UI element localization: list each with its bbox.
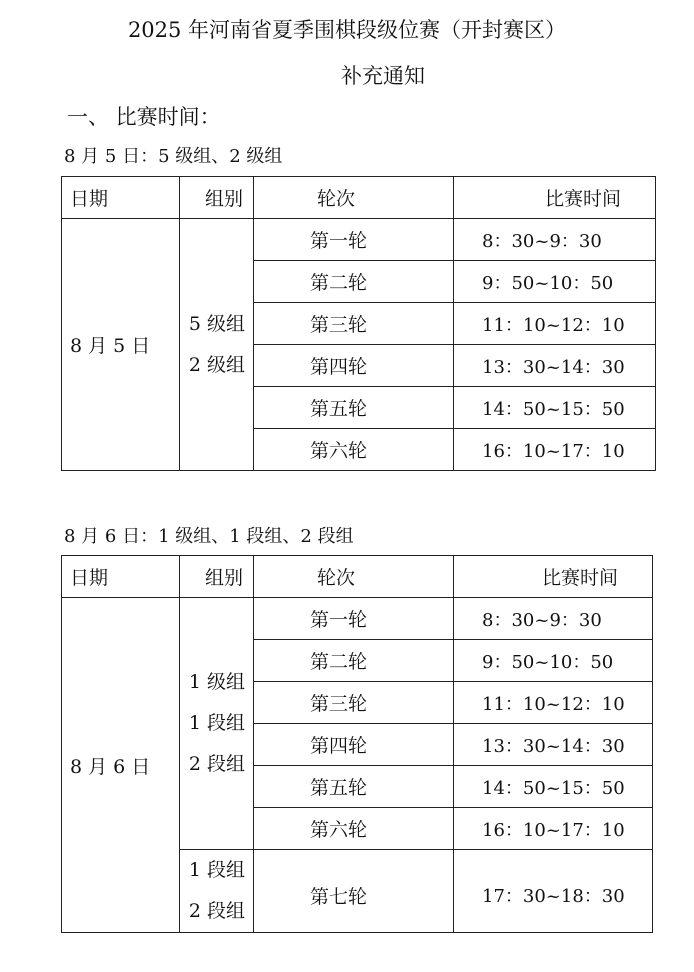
round-cell: 第四轮 [254, 345, 454, 387]
round-cell: 第六轮 [254, 429, 454, 471]
schedule-table-aug5 [61, 176, 656, 471]
time-cell: 16：10~17：10 [454, 808, 653, 850]
document-subtitle: 补充通知 [341, 64, 425, 88]
table-row [62, 598, 653, 640]
round-cell: 第三轮 [254, 682, 454, 724]
time-cell: 11：10~12：10 [454, 303, 656, 345]
header-group: 组别 [180, 177, 254, 219]
header-round: 轮次 [254, 177, 454, 219]
group-label: 1 级组 [188, 671, 245, 693]
time-cell: 17：30~18：30 [454, 850, 653, 933]
round-cell: 第一轮 [254, 219, 454, 261]
round-cell: 第六轮 [254, 808, 454, 850]
round-cell: 第三轮 [254, 303, 454, 345]
round-cell: 第一轮 [254, 598, 454, 640]
header-time: 比赛时间 [454, 556, 653, 598]
time-cell: 14：50~15：50 [454, 766, 653, 808]
group-cell [180, 598, 254, 850]
time-cell: 9：50~10：50 [454, 640, 653, 682]
header-date: 日期 [62, 177, 180, 219]
time-cell: 8：30~9：30 [454, 598, 653, 640]
round-cell: 第五轮 [254, 387, 454, 429]
section-heading-match-time: 一、 比赛时间： [67, 105, 221, 129]
round-cell: 第四轮 [254, 724, 454, 766]
group-label: 1 段组 [188, 859, 245, 881]
time-cell: 14：50~15：50 [454, 387, 656, 429]
time-cell: 13：30~14：30 [454, 724, 653, 766]
group-label: 2 段组 [188, 753, 245, 775]
schedule-aug6-subtitle: 8 月 6 日：1 级组、1 段组、2 段组 [64, 526, 354, 547]
table-header-row [62, 177, 656, 219]
time-cell: 8：30~9：30 [454, 219, 656, 261]
round-cell: 第二轮 [254, 640, 454, 682]
time-cell: 16：10~17：10 [454, 429, 656, 471]
group-label: 5 级组 [188, 312, 245, 335]
round-cell: 第七轮 [254, 850, 454, 933]
group-cell [180, 850, 254, 933]
date-cell: 8 月 6 日 [62, 598, 180, 933]
schedule-aug5-subtitle: 8 月 5 日：5 级组、2 级组 [64, 146, 283, 167]
header-date: 日期 [62, 556, 180, 598]
time-cell: 9：50~10：50 [454, 261, 656, 303]
header-round: 轮次 [254, 556, 454, 598]
header-time: 比赛时间 [454, 177, 656, 219]
group-label: 2 段组 [188, 900, 245, 922]
time-cell: 11：10~12：10 [454, 682, 653, 724]
date-cell: 8 月 5 日 [62, 219, 180, 471]
table-row [62, 219, 656, 261]
time-cell: 13：30~14：30 [454, 345, 656, 387]
table-header-row [62, 556, 653, 598]
group-label: 1 段组 [188, 712, 245, 734]
schedule-table-aug6 [61, 555, 653, 933]
document-title: 2025 年河南省夏季围棋段级位赛（开封赛区） [127, 18, 567, 42]
group-label: 2 级组 [188, 353, 245, 376]
round-cell: 第五轮 [254, 766, 454, 808]
group-cell [180, 219, 254, 471]
header-group: 组别 [180, 556, 254, 598]
round-cell: 第二轮 [254, 261, 454, 303]
